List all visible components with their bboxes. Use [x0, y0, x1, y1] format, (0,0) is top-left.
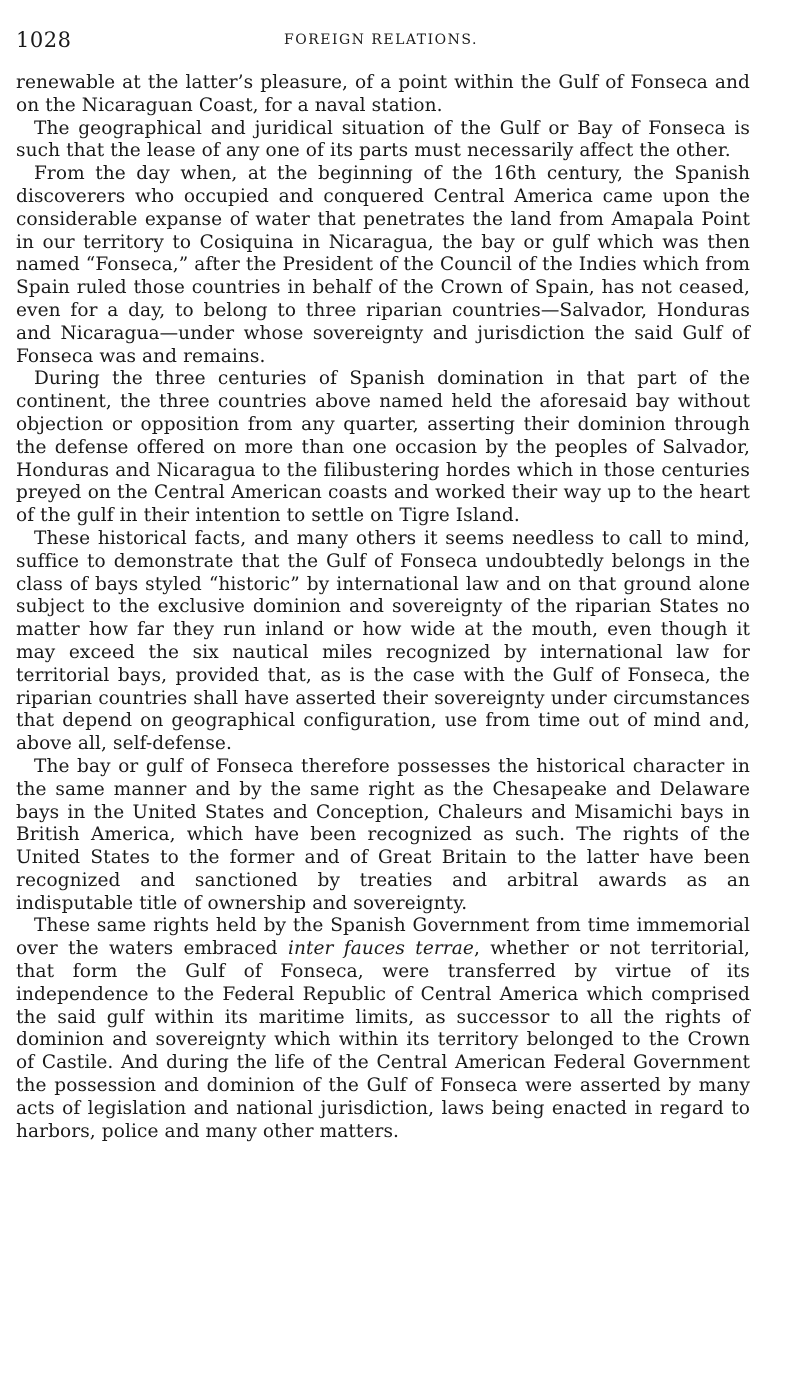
paragraph-continued: renewable at the latter’s pleasure, of a point within the Gulf of Fonseca and on the Nicaraguan Coast, for a naval station. [16, 72, 750, 116]
paragraph-spanish-domination: During the three centuries of Spanish domination in that part of the continent, the three countries above named held the aforesaid bay without objection or opposition from any quarter, asserting their dominion through the defense offered on more than one occasion by the peoples of Salvador, Honduras and Nicaragua to the filibustering hordes which in those centuries preyed on the Central American coasts and worked their way up to the heart of the gulf in their intention to settle on Tigre Island. [16, 368, 750, 527]
paragraph-geographical-situation: The geographical and juridical situation of the Gulf or Bay of Fonseca is such that the lease of any one of its parts must necessarily affect the other. [16, 117, 750, 162]
body-text [16, 72, 750, 1143]
running-head [16, 28, 762, 58]
paragraph-text-after-italic: , whether or not territorial, that form the Gulf of Fonseca, were transferred by virtue of its independence to the Federal Republic of Central America which comprised the said gulf within its maritime limits, as successor to all the rights of dominion and sovereignty which within its territory belonged to the Crown of Castile. And during the life of the Central American Federal Government the possession and dominion of the Gulf of Fonseca were asserted by many acts of legislation and national jurisdiction, laws being enacted in regard to harbors, police and many other matters. [16, 938, 750, 1142]
paragraph-spanish-rights [16, 915, 750, 1143]
paragraph-historical-character: The bay or gulf of Fonseca therefore possesses the historical character in the same manner and by the same right as the Chesapeake and Delaware bays in the United States and Conception, Chaleurs and Misamichi bays in British America, which have been recognized as such. The rights of the United States to the former and of Great Britain to the latter have been recognized and sanctioned by treaties and arbitral awards as an indisputable title of ownership and sovereignty. [16, 755, 750, 914]
page-number: 1028 [16, 28, 72, 52]
paragraph-discovery-history: From the day when, at the beginning of the 16th century, the Spanish discoverers who occupied and conquered Central America came upon the considerable expanse of water that penetrates the land from Amapala Point in our territory to Cosiquina in Nicaragua, the bay or gulf which was then named “Fonseca,” after the President of the Council of the Indies which from Spain ruled those countries in behalf of the Crown of Spain, has not ceased, even for a day, to belong to three riparian countries—Salvador, Honduras and Nicaragua—under whose sovereignty and jurisdiction the said Gulf of Fonseca was and remains. [16, 163, 750, 367]
running-title: FOREIGN RELATIONS. [284, 32, 478, 48]
paragraph-text-before-italic: These same rights held by the Spanish Government from time immemorial over the waters embraced [16, 915, 750, 960]
latin-phrase: inter fauces terrae [287, 938, 474, 960]
paragraph-historic-bays: These historical facts, and many others it seems needless to call to mind, suffice to demonstrate that the Gulf of Fonseca undoubtedly belongs in the class of bays styled “historic” by international law and on that ground alone subject to the exclusive dominion and sovereignty of the riparian States no matter how far they run inland or how wide at the mouth, even though it may exceed the six nautical miles recognized by international law for territorial bays, provided that, as is the case with the Gulf of Fonseca, the riparian countries shall have asserted their sovereignty under circumstances that depend on geographical configuration, use from time out of mind and, above all, self-defense. [16, 527, 750, 755]
